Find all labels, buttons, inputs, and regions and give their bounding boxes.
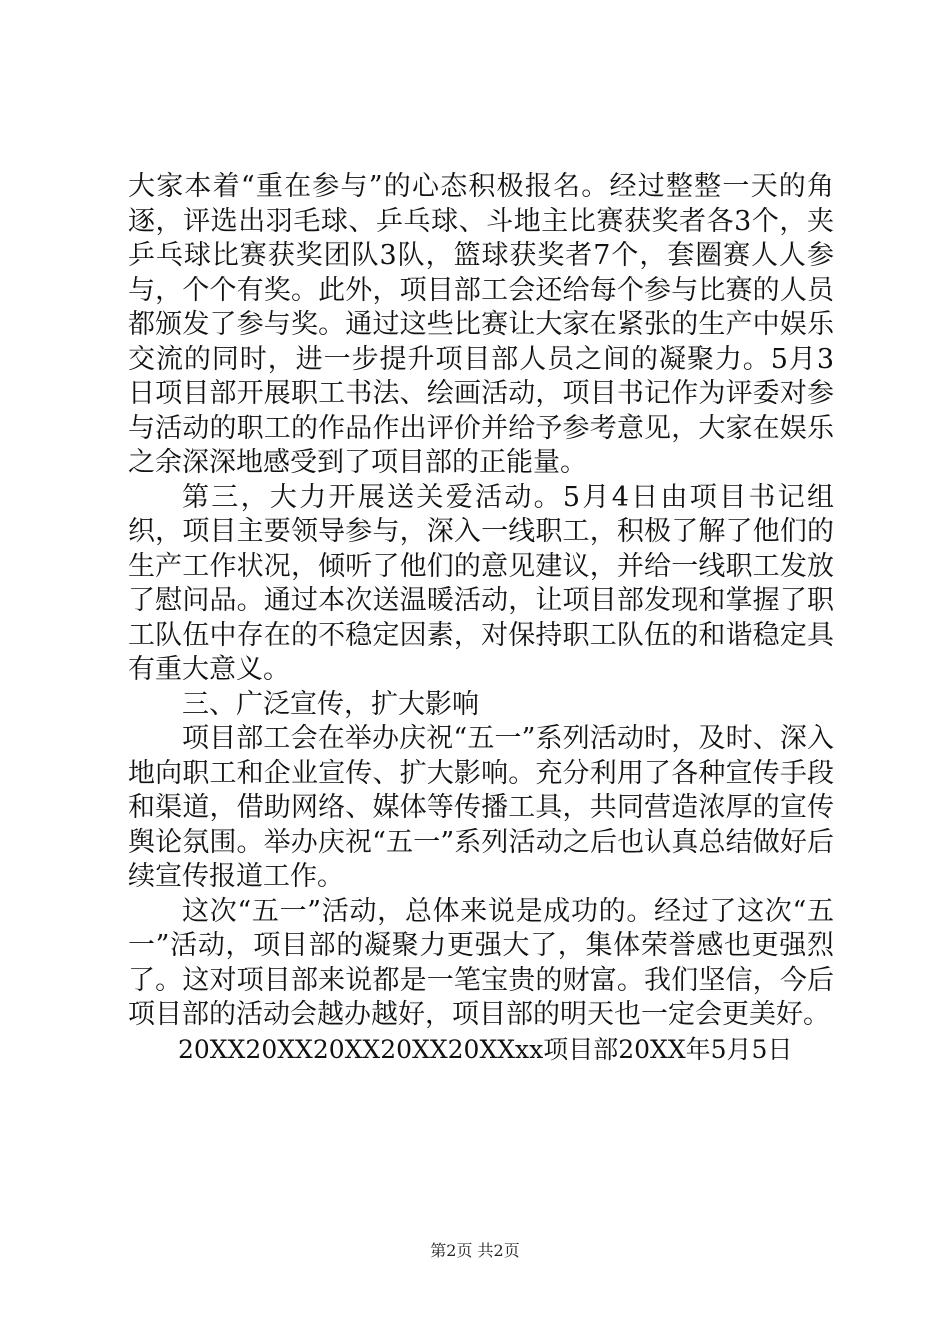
document-body	[128, 170, 834, 1067]
paragraph-care-activity: 第三，大力开展送关爱活动。5月4日由项目书记组织，项目主要领导参与，深入一线职工，积极了解了他们的生产工作状况，倾听了他们的意见建议，并给一线职工发放了慰问品。通过本次送温暖活动，让项目部发现和掌握了职工队伍中存在的不稳定因素，对保持职工队伍的和谐稳定具有重大意义。	[128, 481, 834, 685]
signature-line: 20XX20XX20XX20XX20XXxx项目部20XX年5月5日	[178, 1034, 793, 1064]
paragraph-publicity: 项目部工会在举办庆祝“五一”系列活动时，及时、深入地向职工和企业宣传、扩大影响。充分利用了各种宣传手段和渠道，借助网络、媒体等传播工具，共同营造浓厚的宣传舆论氛围。举办庆祝“五一”系列活动之后也认真总结做好后续宣传报道工作。	[128, 723, 834, 892]
paragraph-continuation: 大家本着“重在参与”的心态积极报名。经过整整一天的角逐，评选出羽毛球、乒乓球、斗地主比赛获奖者各3个，夹乒乓球比赛获奖团队3队，篮球获奖者7个，套圈赛人人参与，个个有奖。此外，项目部工会还给每个参与比赛的人员都颁发了参与奖。通过这些比赛让大家在紧张的生产中娱乐交流的同时，进一步提升项目部人员之间的凝聚力。5月3日项目部开展职工书法、绘画活动，项目书记作为评委对参与活动的职工的作品作出评价并给予参考意见，大家在娱乐之余深深地感受到了项目部的正能量。	[128, 171, 834, 478]
section-heading-publicity: 三、广泛宣传，扩大影响	[182, 688, 479, 720]
page-footer: 第2页 共2页	[430, 1241, 520, 1260]
paragraph-conclusion: 这次“五一”活动，总体来说是成功的。经过了这次“五一”活动，项目部的凝聚力更强大了，集体荣誉感也更强烈了。这对项目部来说都是一笔宝贵的财富。我们坚信，今后项目部的活动会越办越好，项目部的明天也一定会更美好。	[128, 895, 834, 1030]
